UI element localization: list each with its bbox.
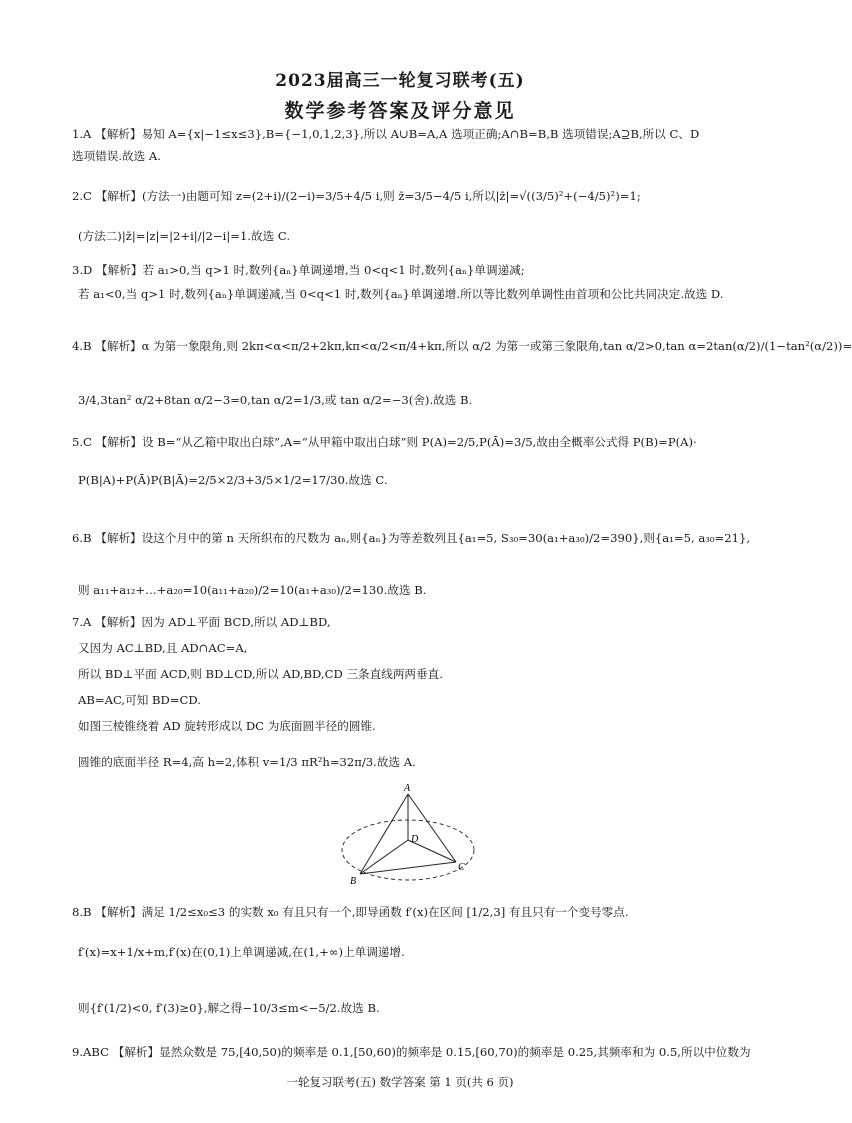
label-a: A xyxy=(404,783,411,794)
page-subtitle: 数学参考答案及评分意见 xyxy=(284,100,516,122)
edge-ac xyxy=(408,794,456,862)
answer-line-1: 1.A 【解析】易知 A={x|−1≤x≤3},B={−1,0,1,2,3},所以 A∪B=A,A 选项正确;A∩B=B,B 选项错误;A⊇B,所以 C、D xyxy=(72,127,700,141)
answer-line-9: 5.C 【解析】设 B=“从乙箱中取出白球”,A=“从甲箱中取出白球”则 P(A)=2/5,P(Ā)=3/5,故由全概率公式得 P(B)=P(A)· xyxy=(72,435,697,449)
label-d: D xyxy=(411,834,419,845)
answer-line-14: 又因为 AC⊥BD,且 AD∩AC=A, xyxy=(78,641,248,655)
edge-ab xyxy=(360,794,408,874)
answer-line-13: 7.A 【解析】因为 AD⊥平面 BCD,所以 AD⊥BD, xyxy=(72,615,331,629)
answer-line-5: 3.D 【解析】若 a₁>0,当 q>1 时,数列{aₙ}单调递增,当 0<q<1 时,数列{aₙ}单调递减; xyxy=(72,263,525,277)
answer-line-19: 8.B 【解析】满足 1/2≤x₀≤3 的实数 x₀ 有且只有一个,即导函数 f′(x)在区间 [1/2,3] 有且只有一个变号零点. xyxy=(72,905,629,919)
page-title: 2023届高三一轮复习联考(五) xyxy=(275,71,525,91)
page-footer: 一轮复习联考(五) 数学答案 第 1 页(共 6 页) xyxy=(286,1075,514,1089)
answer-line-16: AB=AC,可知 BD=CD. xyxy=(78,693,201,707)
answer-line-22: 9.ABC 【解析】显然众数是 75,[40,50)的频率是 0.1,[50,60)的频率是 0.15,[60,70)的频率是 0.25,其频率和为 0.5,所以中位数为 xyxy=(72,1045,751,1059)
answer-line-18: 圆锥的底面半径 R=4,高 h=2,体积 v=1/3 πR²h=32π/3.故选 A. xyxy=(78,755,416,769)
answer-line-8: 3/4,3tan² α/2+8tan α/2−3=0,tan α/2=1/3,或 tan α/2=−3(舍).故选 B. xyxy=(78,393,473,407)
answer-line-15: 所以 BD⊥平面 ACD,则 BD⊥CD,所以 AD,BD,CD 三条直线两两垂直. xyxy=(78,667,443,681)
answer-line-12: 则 a₁₁+a₁₂+…+a₂₀=10(a₁₁+a₂₀)/2=10(a₁+a₃₀)/2=130.故选 B. xyxy=(78,583,427,597)
answer-line-4: (方法二)|z̄|=|z|=|2+i|/|2−i|=1.故选 C. xyxy=(78,229,291,243)
answer-line-2: 选项错误.故选 A. xyxy=(72,149,161,163)
answer-line-11: 6.B 【解析】设这个月中的第 n 天所织布的尺数为 aₙ,则{aₙ}为等差数列且{a₁=5, S₃₀=30(a₁+a₃₀)/2=390},则{a₁=5, a₃₀=21}, xyxy=(72,531,751,545)
answer-line-10: P(B|A)+P(Ā)P(B|Ā)=2/5×2/3+3/5×1/2=17/30.故选 C. xyxy=(78,473,388,487)
answer-line-3: 2.C 【解析】(方法一)由题可知 z=(2+i)/(2−i)=3/5+4/5 i,则 z̄=3/5−4/5 i,所以|z̄|=√((3/5)²+(−4/5)²)=1; xyxy=(72,189,641,203)
label-b: B xyxy=(350,876,357,887)
cone-diagram xyxy=(338,780,478,888)
answer-line-20: f′(x)=x+1/x+m,f′(x)在(0,1)上单调递减,在(1,+∞)上单调递增. xyxy=(78,945,405,959)
answer-line-7: 4.B 【解析】α 为第一象限角,则 2kπ<α<π/2+2kπ,kπ<α/2<π/4+kπ,所以 α/2 为第一或第三象限角,tan α/2>0,tan α=2tan(α/2)/(1−tan²(α/2))= xyxy=(72,339,852,353)
answer-line-6: 若 a₁<0,当 q>1 时,数列{aₙ}单调递减,当 0<q<1 时,数列{aₙ}单调递增.所以等比数列单调性由首项和公比共同决定.故选 D. xyxy=(78,287,724,301)
label-c: C xyxy=(458,862,465,873)
answer-line-21: 则{f′(1/2)<0, f′(3)≥0},解之得−10/3≤m<−5/2.故选 B. xyxy=(78,1001,380,1015)
answer-line-17: 如图三棱锥绕着 AD 旋转形成以 DC 为底面圆半径的圆锥. xyxy=(78,719,376,733)
